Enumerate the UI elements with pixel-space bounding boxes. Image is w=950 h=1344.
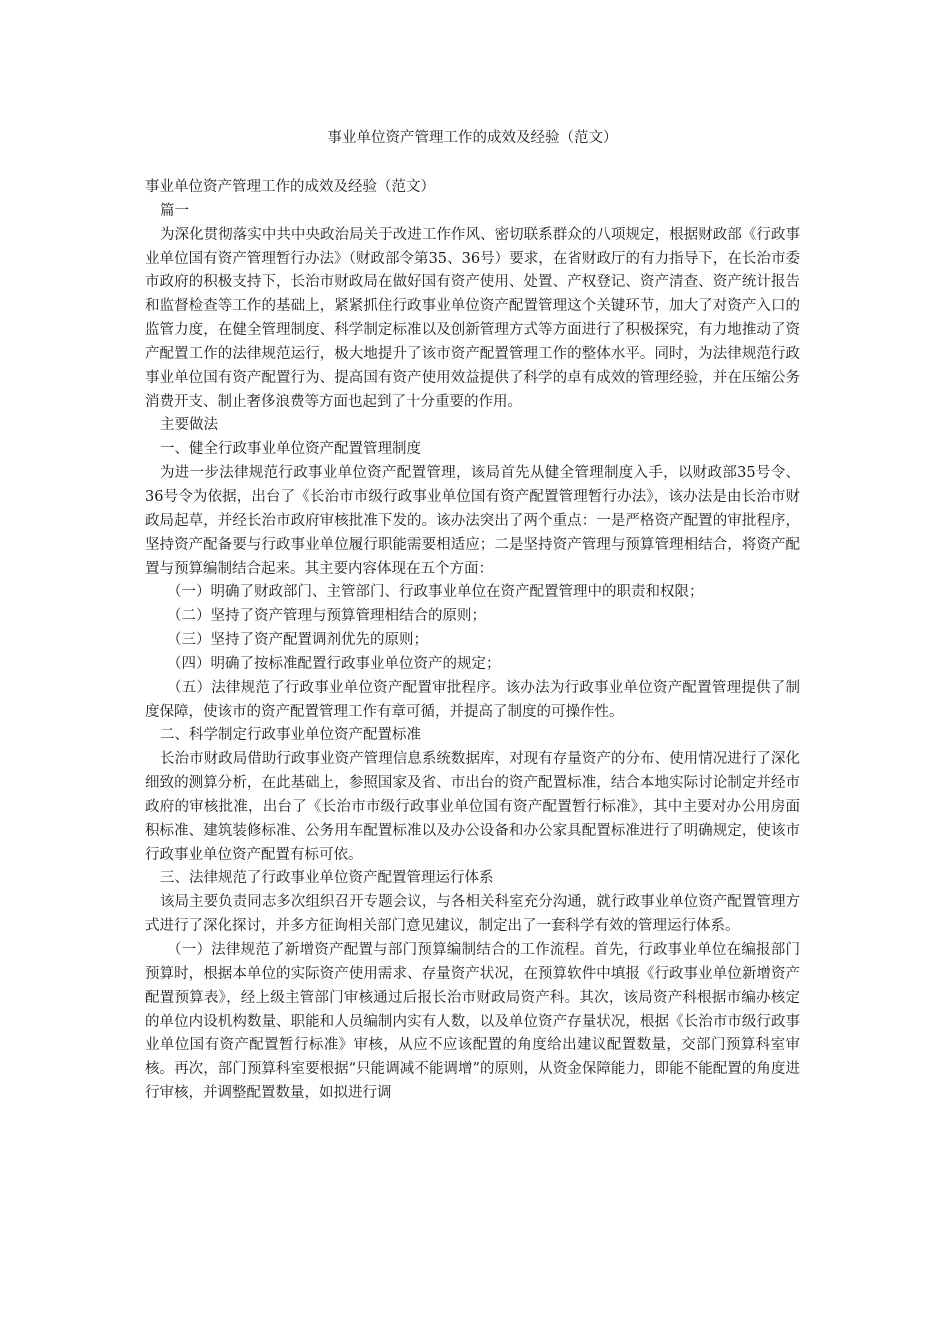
body-heading: 事业单位资产管理工作的成效及经验（范文） — [145, 179, 435, 195]
section-heading: 三、法律规范了行政事业单位资产配置管理运行体系 — [160, 870, 494, 887]
paragraph: 该局主要负责同志多次组织召开专题会议，与各相关科室充分沟通，就行政事业单位资产配置管理方式进行了深化探讨，并多方征询相关部门意见建议，制定出了一套科学有效的管理运行体系。 — [145, 894, 800, 935]
paragraph: 为进一步法律规范行政事业单位资产配置管理，该局首先从健全管理制度入手，以财政部35号令、36号令为依据，出台了《长治市市级行政事业单位国有资产配置管理暂行办法》，该办法是由长治市财政局起草，并经长治市政府审核批准下发的。该办法突出了两个重点：一是严格资产配置的审批程序，坚持资产配备要与行政事业单位履行职能需要相适应；二是坚持资产管理与预算管理相结合，将资产配置与预算编制结合起来。其主要内容体现在五个方面： — [145, 465, 800, 577]
list-item: （三）坚持了资产配置调剂优先的原则； — [167, 632, 428, 649]
document-title: 事业单位资产管理工作的成效及经验（范文） — [327, 130, 618, 146]
paragraph: 为深化贯彻落实中共中央政治局关于改进工作作风、密切联系群众的八项规定，根据财政部《行政事业单位国有资产管理暂行办法》（财政部令第35、36号）要求，在省财政厅的有力指导下，在长治市委市政府的积极支持下，长治市财政局在做好国有资产使用、处置、产权登记、资产清查、资产统计报告和监督检查等工作的基础上，紧紧抓住行政事业单位资产配置管理这个关键环节，加大了对资产入口的监管力度，在健全管理制度、科学制定标准以及创新管理方式等方面进行了积极探究，有力地推动了资产配置工作的法律规范运行，极大地提升了该市资产配置管理工作的整体水平。同时，为法律规范行政事业单位国有资产配置行为、提高国有资产使用效益提供了科学的卓有成效的管理经验，并在压缩公务消费开支、制止奢侈浪费等方面也起到了十分重要的作用。 — [145, 226, 800, 410]
section-heading: 主要做法 — [160, 417, 218, 434]
document-body — [145, 176, 800, 1106]
list-item: （四）明确了按标准配置行政事业单位资产的规定； — [167, 655, 501, 672]
section-label: 篇一 — [160, 202, 189, 219]
paragraph: （一）法律规范了新增资产配置与部门预算编制结合的工作流程。首先，行政事业单位在编报部门预算时，根据本单位的实际资产使用需求、存量资产状况，在预算软件中填报《行政事业单位新增资产配置预算表》，经上级主管部门审核通过后报长治市财政局资产科。其次，该局资产科根据市编办核定的单位内设机构数量、职能和人员编制内实有人数，以及单位资产存量状况，根据《长治市市级行政事业单位国有资产配置暂行标准》审核，从应不应该配置的角度给出建议配置数量，交部门预算科室审核。再次，部门预算科室要根据“只能调减不能调增”的原则，从资金保障能力，即能不能配置的角度进行审核，并调整配置数量，如拟进行调 — [145, 942, 800, 1102]
section-heading: 二、科学制定行政事业单位资产配置标准 — [160, 727, 421, 744]
paragraph: 长治市财政局借助行政事业资产管理信息系统数据库，对现有存量资产的分布、使用情况进行了深化细致的测算分析，在此基础上，参照国家及省、市出台的资产配置标准，结合本地实际讨论制定并经市政府的审核批准，出台了《长治市市级行政事业单位国有资产配置暂行标准》，其中主要对办公用房面积标准、建筑装修标准、公务用车配置标准以及办公设备和办公家具配置标准进行了明确规定，使该市行政事业单位资产配置有标可依。 — [145, 751, 800, 863]
list-item: （五）法律规范了行政事业单位资产配置审批程序。该办法为行政事业单位资产配置管理提供了制度保障，使该市的资产配置管理工作有章可循，并提高了制度的可操作性。 — [145, 679, 800, 720]
section-heading: 一、健全行政事业单位资产配置管理制度 — [160, 441, 421, 458]
list-item: （一）明确了财政部门、主管部门、行政事业单位在资产配置管理中的职责和权限； — [167, 584, 704, 601]
list-item: （二）坚持了资产管理与预算管理相结合的原则； — [167, 608, 486, 625]
